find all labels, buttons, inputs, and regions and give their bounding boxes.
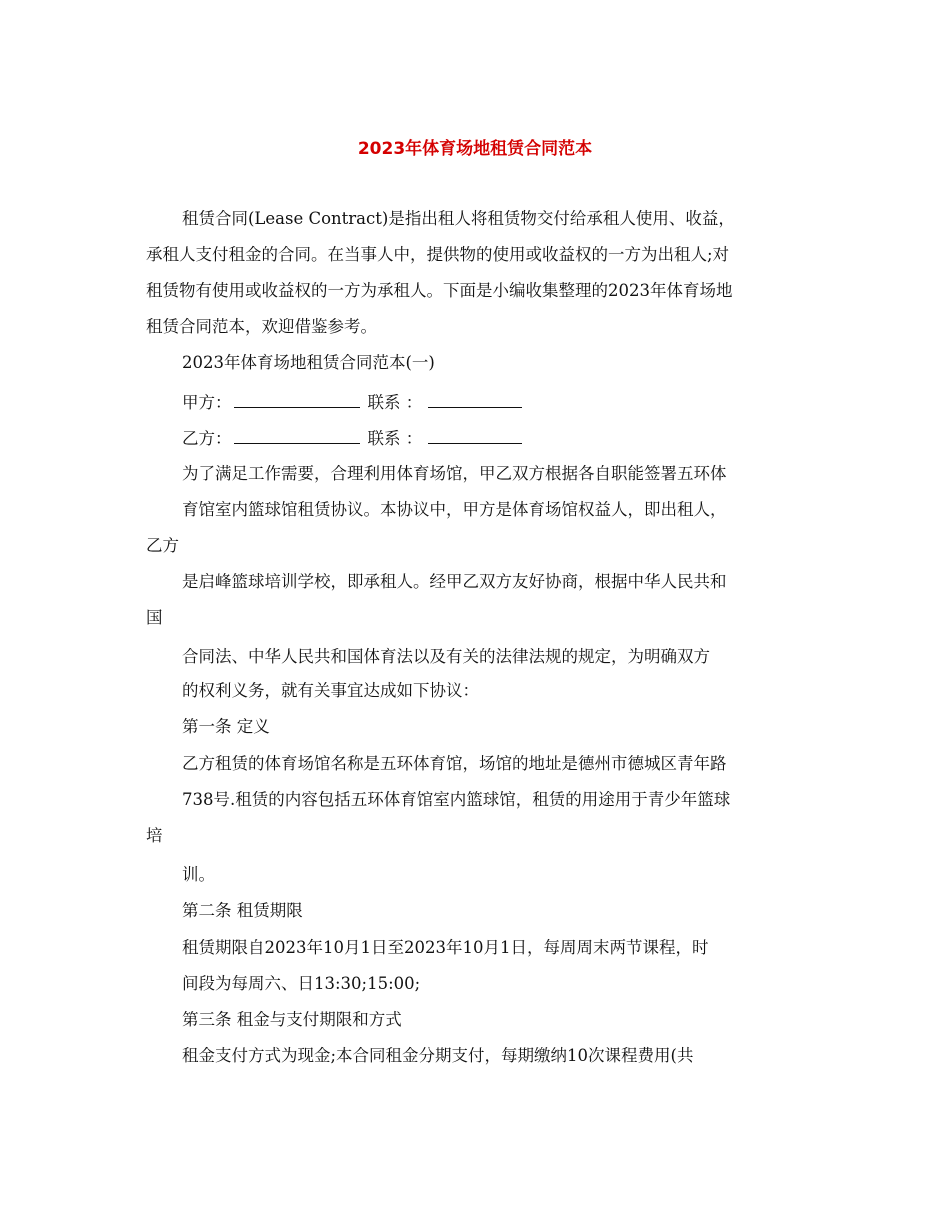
- intro-line-1: 租赁合同(Lease Contract)是指出租人将租赁物交付给承租人使用、收益，: [182, 209, 735, 228]
- body-line-9: 乙方租赁的体育场馆名称是五环体育馆，场馆的地址是德州市德城区青年路: [182, 754, 727, 773]
- party-b-name-blank: [234, 427, 360, 444]
- party-a-contact-label: 联系 ：: [367, 393, 423, 412]
- body-line-12: 训。: [182, 865, 215, 884]
- body-line-4: 是启峰篮球培训学校，即承租人。经甲乙双方友好协商，根据中华人民共和: [182, 572, 727, 591]
- intro-line-4: 租赁合同范本，欢迎借鉴参考。: [146, 317, 377, 336]
- body-line-14: 租赁期限自2023年10月1日至2023年10月1日，每周周末两节课程，时: [182, 938, 709, 957]
- article-2-heading: 第二条 租赁期限: [182, 901, 303, 920]
- body-line-15: 间段为每周六、日13:30;15:00;: [182, 974, 421, 993]
- body-line-17: 租金支付方式为现金;本合同租金分期支付，每期缴纳10次课程费用(共: [182, 1046, 694, 1065]
- body-line-6: 合同法、中华人民共和国体育法以及有关的法律法规的规定，为明确双方: [182, 647, 710, 666]
- body-line-5: 国: [146, 608, 163, 627]
- section-heading: 2023年体育场地租赁合同范本(一): [182, 353, 435, 372]
- body-line-11: 培: [146, 826, 163, 845]
- party-b-row: [182, 427, 522, 450]
- article-1-heading: 第一条 定义: [182, 717, 270, 736]
- body-line-10: 738号.租赁的内容包括五环体育馆室内篮球馆，租赁的用途用于青少年篮球: [182, 790, 731, 809]
- party-a-name-blank: [234, 391, 360, 408]
- intro-line-3: 租赁物有使用或收益权的一方为承租人。下面是小编收集整理的2023年体育场地: [146, 281, 733, 300]
- party-a-contact-blank: [428, 391, 522, 408]
- body-line-2: 育馆室内篮球馆租赁协议。本协议中，甲方是体育场馆权益人，即出租人，: [182, 500, 727, 519]
- body-line-1: 为了满足工作需要，合理利用体育场馆，甲乙双方根据各自职能签署五环体: [182, 464, 727, 483]
- article-3-heading: 第三条 租金与支付期限和方式: [182, 1010, 402, 1029]
- party-a-label: 甲方：: [182, 393, 232, 412]
- document-title: 2023年体育场地租赁合同范本: [357, 139, 593, 159]
- party-b-contact-label: 联系 ：: [367, 429, 423, 448]
- party-b-label: 乙方：: [182, 429, 232, 448]
- body-line-3: 乙方: [146, 536, 179, 555]
- body-line-7: 的权利义务，就有关事宜达成如下协议：: [182, 681, 479, 700]
- party-a-row: [182, 391, 522, 414]
- intro-line-2: 承租人支付租金的合同。在当事人中，提供物的使用或收益权的一方为出租人;对: [146, 245, 730, 264]
- party-b-contact-blank: [428, 427, 522, 444]
